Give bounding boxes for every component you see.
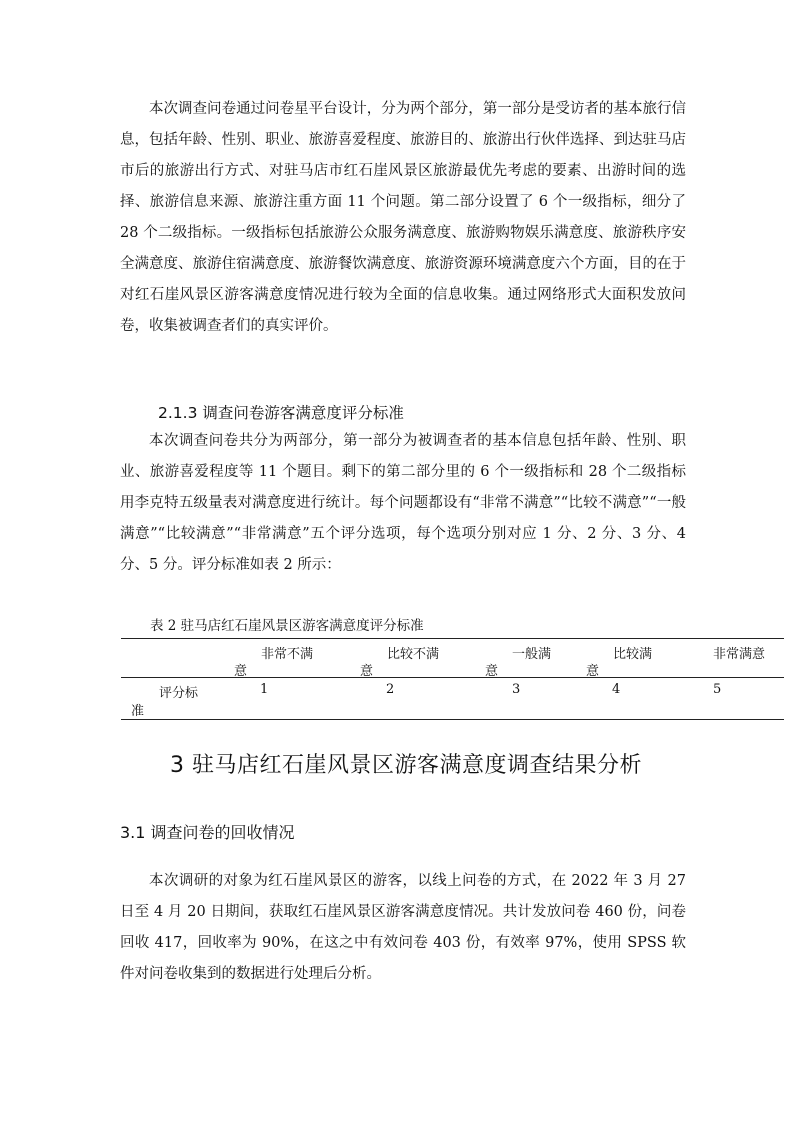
heading-2-1-3: 2.1.3 调查问卷游客满意度评分标准 bbox=[158, 404, 404, 422]
row-label-line2: 准 bbox=[131, 704, 145, 719]
score-cell-2: 2 bbox=[386, 682, 395, 697]
header-cell-2-line1: 比较不满 bbox=[387, 647, 440, 662]
header-cell-3-line1: 一般满 bbox=[512, 647, 552, 662]
header-cell-5-line1: 非常满意 bbox=[713, 647, 766, 662]
header-cell-1-line2: 意 bbox=[234, 664, 248, 679]
heading-chapter-3: 3 驻马店红石崖风景区游客满意度调查结果分析 bbox=[170, 753, 642, 778]
table-divider bbox=[121, 677, 784, 678]
header-cell-2-line2: 意 bbox=[360, 664, 374, 679]
paragraph-survey-collection: 本次调研的对象为红石崖风景区的游客，以线上问卷的方式，在 2022 年 3 月 27 日至 4 月 20 日期间，获取红石崖风景区游客满意度情况。共计发放问卷 460 份，问卷回收 417，回收率为 90%，在这之中有效问卷 403 份，有效率 97%，使用 SPSS 软件对问卷收集到的数据进行处理后分析。 bbox=[120, 873, 686, 982]
score-cell-3: 3 bbox=[512, 682, 521, 697]
score-cell-1: 1 bbox=[260, 682, 269, 697]
score-cell-4: 4 bbox=[612, 682, 621, 697]
header-cell-1-line1: 非常不满 bbox=[261, 647, 314, 662]
scoring-table bbox=[121, 638, 784, 720]
header-cell-3-line2: 意 bbox=[485, 664, 499, 679]
score-cell-5: 5 bbox=[713, 682, 722, 697]
heading-3-1: 3.1 调查问卷的回收情况 bbox=[120, 823, 295, 842]
row-label-line1: 评分标 bbox=[159, 686, 199, 701]
table-caption: 表 2 驻马店红石崖风景区游客满意度评分标准 bbox=[150, 618, 424, 634]
paragraph-survey-design: 本次调查问卷通过问卷星平台设计，分为两个部分，第一部分是受访者的基本旅行信息，包括年龄、性别、职业、旅游喜爱程度、旅游目的、旅游出行伙伴选择、到达驻马店市后的旅游出行方式、对驻马店市红石崖风景区旅游最优先考虑的要素、出游时间的选择、旅游信息来源、旅游注重方面 11 个问题。第二部分设置了 6 个一级指标，细分了 28 个二级指标。一级指标包括旅游公众服务满意度、旅游购物娱乐满意度、旅游秩序安全满意度、旅游住宿满意度、旅游餐饮满意度、旅游资源环境满意度六个方面，目的在于对红石崖风景区游客满意度情况进行较为全面的信息收集。通过网络形式大面积发放问卷，收集被调查者们的真实评价。 bbox=[120, 101, 686, 334]
header-cell-4-line2: 意 bbox=[586, 664, 600, 679]
header-cell-4-line1: 比较满 bbox=[613, 647, 653, 662]
paragraph-scoring: 本次调查问卷共分为两部分，第一部分为被调查者的基本信息包括年龄、性别、职业、旅游喜爱程度等 11 个题目。剩下的第二部分里的 6 个一级指标和 28 个二级指标用李克特五级量表对满意度进行统计。每个问题都设有“非常不满意”“比较不满意”“一般满意”“比较满意”“非常满意”五个评分选项，每个选项分别对应 1 分、2 分、3 分、4 分、5 分。评分标准如表 2 所示： bbox=[120, 433, 686, 573]
